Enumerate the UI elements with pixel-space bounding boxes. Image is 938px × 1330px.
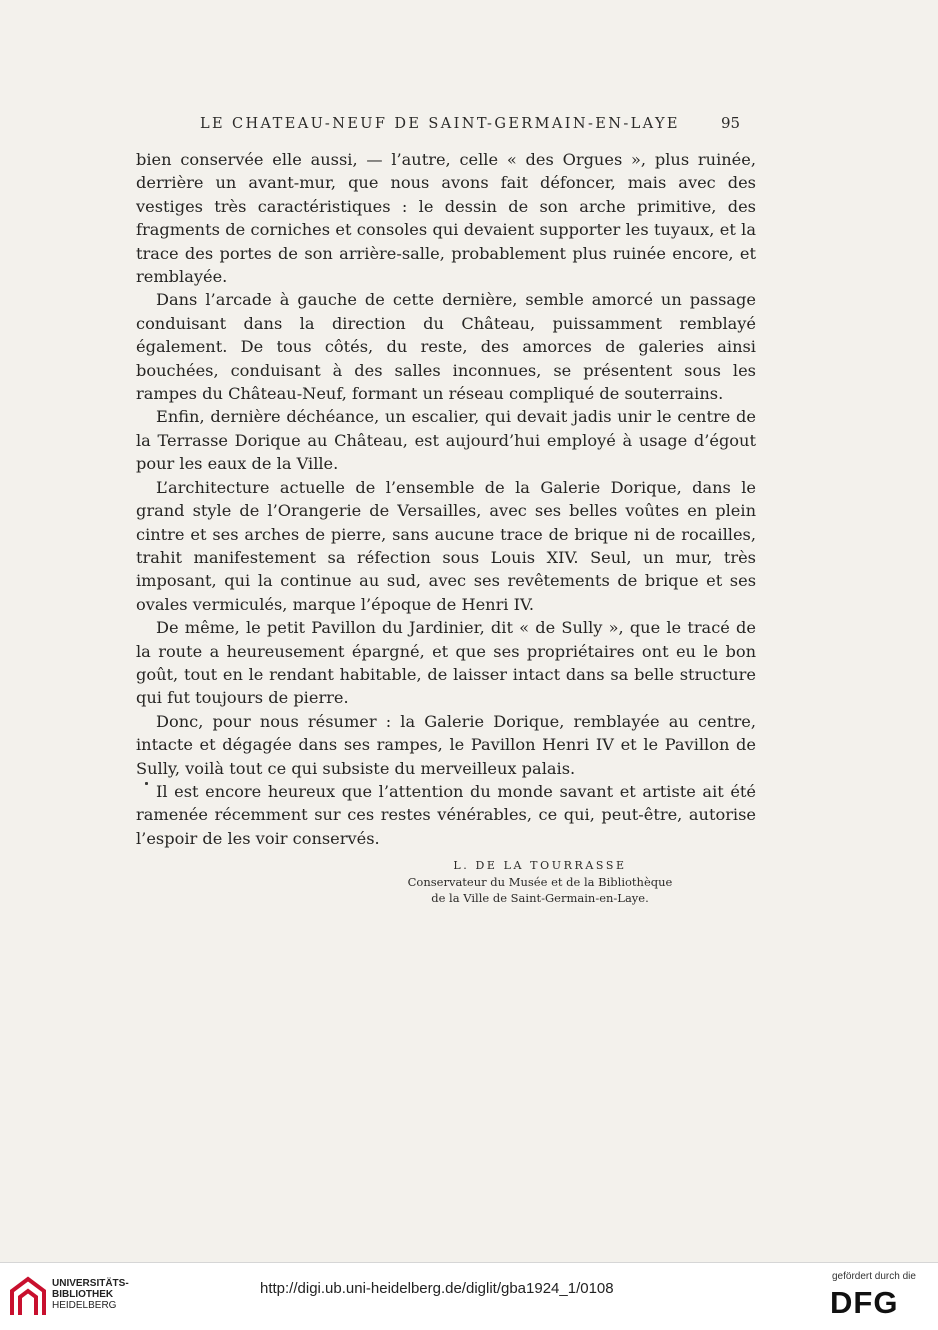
paragraph: bien conservée elle aussi, — l’autre, celle « des Orgues », plus ruinée, derrière un avant-mur, que nous avons fait défoncer, mais avec des vestiges très caractéristiques : le dessin de son arche primitive, des fragments de corniches et consoles qui devaient supporter les tuyaux, et la trace des portes de son arrière-salle, probablement plus ruinée encore, et remblayée. xyxy=(136,150,756,287)
permalink-url[interactable]: http://digi.ub.uni-heidelberg.de/diglit/gba1924_1/0108 xyxy=(260,1280,614,1297)
author-name: L. DE LA TOURRASSE xyxy=(453,859,627,872)
author-title-line-2: de la Ville de Saint-Germain-en-Laye. xyxy=(431,891,649,905)
author-signature xyxy=(360,858,720,906)
library-name xyxy=(52,1278,129,1311)
library-name-line-2: BIBLIOTHEK xyxy=(52,1289,114,1300)
library-name-line-1: UNIVERSITÄTS- xyxy=(52,1278,129,1289)
dfg-logo: DFG xyxy=(830,1285,899,1320)
paragraph: Enfin, dernière déchéance, un escalier, qui devait jadis unir le centre de la Terrasse Dorique au Château, est aujourd’hui employé à usage d’égout pour les eaux de la Ville. xyxy=(136,407,756,474)
university-library-logo-icon xyxy=(8,1275,48,1319)
article-body xyxy=(136,148,756,850)
library-name-line-3: HEIDELBERG xyxy=(52,1300,117,1311)
scan-speck xyxy=(145,782,148,785)
author-title-line-1: Conservateur du Musée et de la Bibliothèque xyxy=(407,875,673,889)
paragraph: Dans l’arcade à gauche de cette dernière, semble amorcé un passage conduisant dans la direction du Château, puissamment remblayé également. De tous côtés, du reste, des amorces de galeries ainsi bouchées, conduisant à des salles inconnues, se présentent sous les rampes du Château-Neuf, formant un réseau compliqué de souterrains. xyxy=(136,290,756,404)
funded-by-label: gefördert durch die xyxy=(832,1271,916,1282)
paragraph: Donc, pour nous résumer : la Galerie Dorique, remblayée au centre, intacte et dégagée dans ses rampes, le Pavillon Henri IV et le Pavillon de Sully, voilà tout ce qui subsiste du merveilleux palais. xyxy=(136,711,756,778)
paragraph: Il est encore heureux que l’attention du monde savant et artiste ait été ramenée récemment sur ces restes vénérables, ce qui, peut-être, autorise l’espoir de les voir conservés. xyxy=(136,781,756,848)
viewer-footer xyxy=(0,1262,938,1330)
page-number: 95 xyxy=(721,114,741,132)
paragraph: De même, le petit Pavillon du Jardinier, dit « de Sully », que le tracé de la route a heureusement épargné, et que ses propriétaires ont eu le bon goût, tout en le rendant habitable, de laisser intact dans sa belle structure qui fut toujours de pierre. xyxy=(136,618,756,708)
paragraph: L’architecture actuelle de l’ensemble de la Galerie Dorique, dans le grand style de l’Orangerie de Versailles, avec ses belles voûtes en plein cintre et ses arches de pierre, sans aucune trace de brique ni de rocailles, trahit manifestement sa réfection sous Louis XIV. Seul, un mur, très imposant, qui la continue au sud, avec ses revêtements de brique et ses ovales vermiculés, marque l’époque de Henri IV. xyxy=(136,477,756,614)
running-title: LE CHATEAU-NEUF DE SAINT-GERMAIN-EN-LAYE xyxy=(200,116,680,132)
